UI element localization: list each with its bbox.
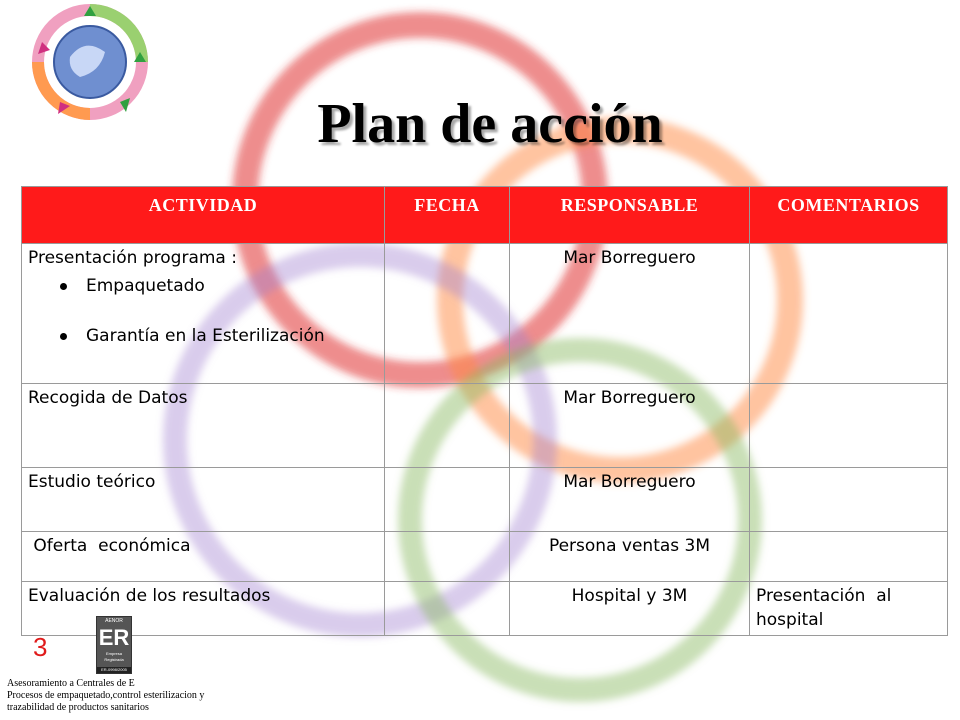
page-number: 3 xyxy=(33,632,48,662)
cell-responsable: Persona ventas 3M xyxy=(510,532,750,582)
cell-fecha xyxy=(385,532,510,582)
cell-actividad xyxy=(22,244,385,384)
table-row xyxy=(22,582,948,636)
column-header-actividad: ACTIVIDAD xyxy=(22,187,385,244)
certification-org: AENOR xyxy=(105,618,123,624)
page-title: Plan de acción xyxy=(317,93,663,155)
list-item: Empaquetado xyxy=(86,274,378,298)
cell-fecha xyxy=(385,468,510,532)
cell-actividad: Estudio teórico xyxy=(22,468,385,532)
cell-actividad: Recogida de Datos xyxy=(22,384,385,468)
cell-responsable: Hospital y 3M xyxy=(510,582,750,636)
certification-caption: Empresa Registrada xyxy=(104,651,124,662)
cell-comentarios xyxy=(750,532,948,582)
table-header-row xyxy=(22,187,948,244)
table-row xyxy=(22,384,948,468)
activity-text: Presentación programa : xyxy=(28,248,237,268)
certification-mark: ER xyxy=(98,625,130,650)
cell-comentarios xyxy=(750,468,948,532)
cell-fecha xyxy=(385,384,510,468)
activity-bullet-list xyxy=(28,274,378,348)
certification-code: ER-0998/2005 xyxy=(97,667,131,673)
cell-responsable: Mar Borreguero xyxy=(510,244,750,384)
cell-comentarios: Presentación al hospital xyxy=(750,582,948,636)
cell-fecha xyxy=(385,244,510,384)
list-item: Garantía en la Esterilización xyxy=(86,324,378,348)
footer-text xyxy=(7,678,204,714)
footer-line: trazabilidad de productos sanitarios xyxy=(7,702,149,713)
column-header-fecha: FECHA xyxy=(385,187,510,244)
cell-responsable: Mar Borreguero xyxy=(510,468,750,532)
cell-responsable: Mar Borreguero xyxy=(510,384,750,468)
column-header-responsable: RESPONSABLE xyxy=(510,187,750,244)
aenor-certification-badge xyxy=(96,616,132,674)
cell-fecha xyxy=(385,582,510,636)
table-row xyxy=(22,244,948,384)
footer-line: Procesos de empaquetado,control esterilizacion y xyxy=(7,690,205,701)
footer-line: Asesoramiento a Centrales de E xyxy=(7,678,135,689)
cell-actividad: Evaluación de los resultados xyxy=(22,582,385,636)
cell-comentarios xyxy=(750,244,948,384)
cell-actividad: Oferta económica xyxy=(22,532,385,582)
table-row xyxy=(22,468,948,532)
cell-comentarios xyxy=(750,384,948,468)
action-plan-table xyxy=(21,186,948,636)
column-header-comentarios: COMENTARIOS xyxy=(750,187,948,244)
table-row xyxy=(22,532,948,582)
